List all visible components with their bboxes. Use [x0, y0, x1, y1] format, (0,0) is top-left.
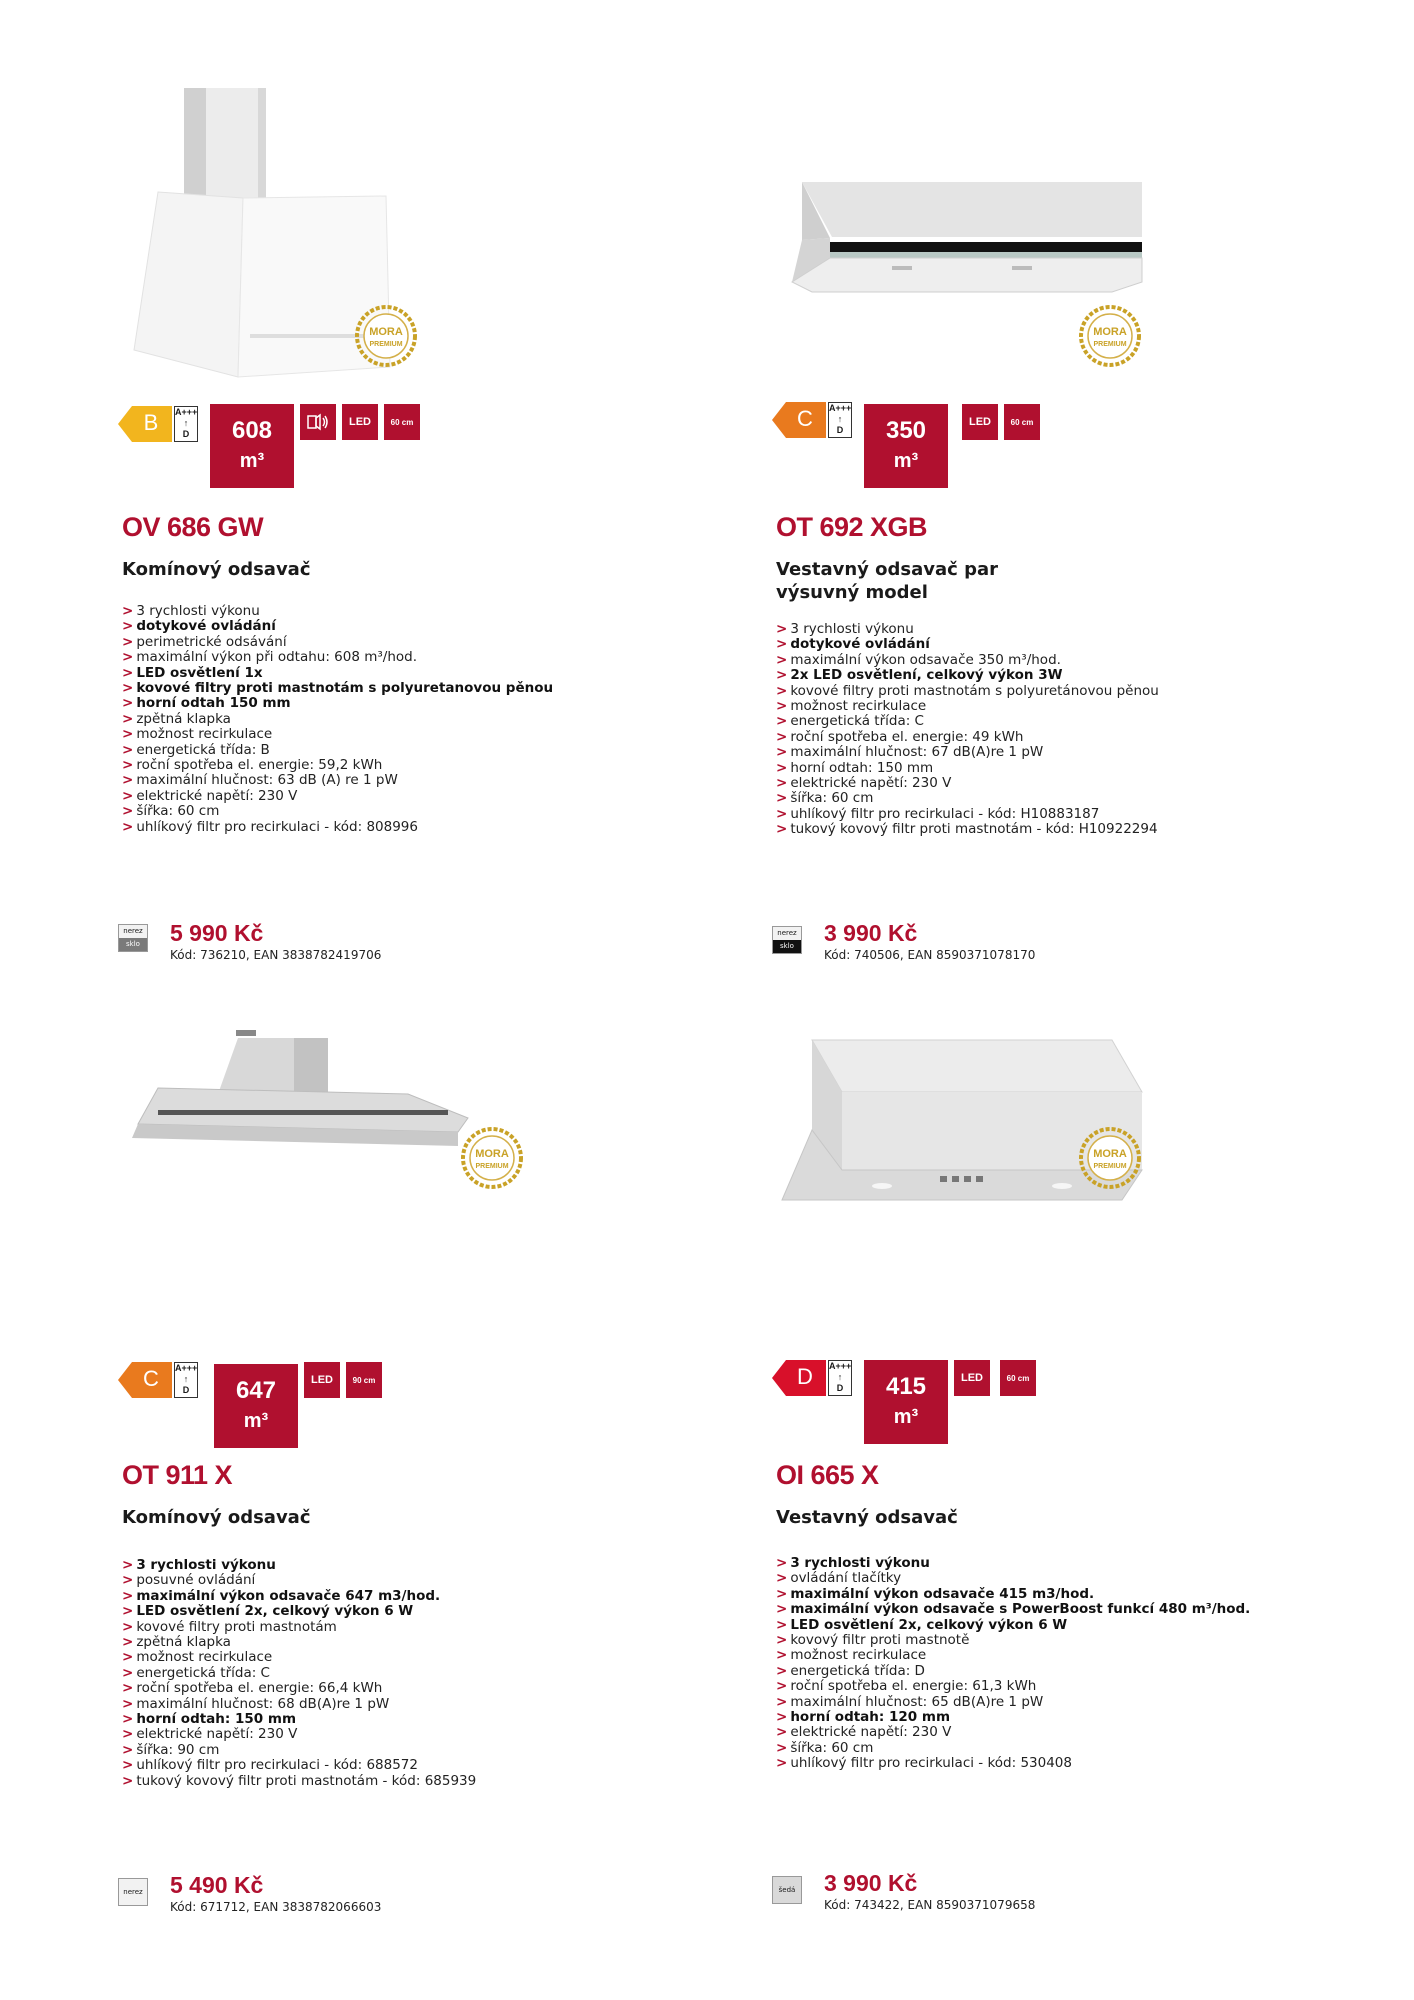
feature-item: > zpětná klapka [122, 710, 231, 727]
product-card [118, 82, 718, 1042]
airflow-value: 350 [885, 417, 927, 444]
product-codes: Kód: 740506, EAN 8590371078170 [824, 948, 1036, 962]
product-card [772, 1030, 1372, 1990]
airflow-badge [210, 404, 294, 488]
feature-item: > dotykové ovládání [122, 618, 276, 635]
feature-item: > kovové filtry proti mastnotám [122, 1618, 337, 1635]
product-codes: Kód: 671712, EAN 3838782066603 [170, 1900, 382, 1914]
feature-list [776, 622, 1296, 838]
feature-item: > maximální výkon odsavače 647 m3/hod. [122, 1587, 441, 1604]
feature-item: > roční spotřeba el. energie: 59,2 kWh [122, 757, 383, 774]
airflow-unit: m³ [239, 450, 265, 472]
svg-text:PREMIUM: PREMIUM [369, 341, 403, 348]
price: 3 990 Kč [824, 1870, 918, 1896]
mora-premium-badge [460, 1126, 524, 1190]
energy-scale: A+++ ↑ D [174, 406, 198, 442]
airflow-value: 415 [885, 1373, 927, 1400]
model-name: OV 686 GW [122, 512, 264, 542]
feature-item: > dotykové ovládání [776, 636, 930, 653]
energy-class-letter: D [797, 1364, 813, 1389]
feature-item: > roční spotřeba el. energie: 61,3 kWh [776, 1678, 1037, 1695]
feature-item: > horní odtah: 150 mm [122, 1711, 297, 1728]
feature-item: > možnost recirkulace [776, 1647, 927, 1664]
energy-label [118, 404, 202, 444]
price: 3 990 Kč [824, 920, 918, 946]
energy-label [772, 1358, 856, 1398]
svg-text:MORA: MORA [369, 326, 403, 338]
width-icon: 60 cm [1004, 404, 1040, 440]
product-subtitle: Komínový odsavač [122, 1507, 311, 1528]
feature-item: > maximální hlučnost: 63 dB (A) re 1 pW [122, 772, 398, 789]
feature-item: > LED osvětlení 1x [122, 664, 263, 681]
feature-item: > maximální výkon odsavače 350 m³/hod. [776, 651, 1061, 668]
energy-scale: A+++ ↑ D [828, 1360, 852, 1396]
color-swatch: nerez sklo [118, 924, 148, 952]
feature-item: > 3 rychlosti výkonu [122, 603, 260, 619]
feature-item: > LED osvětlení 2x, celkový výkon 6 W [776, 1616, 1068, 1633]
feature-item: > uhlíkový filtr pro recirkulaci - kód: 688572 [122, 1757, 418, 1774]
feature-item: > LED osvětlení 2x, celkový výkon 6 W [122, 1603, 414, 1620]
mora-premium-badge [354, 304, 418, 368]
energy-class-letter: C [797, 406, 813, 431]
feature-item: > maximální výkon odsavače 415 m3/hod. [776, 1585, 1095, 1602]
feature-item: > energetická třída: C [122, 1664, 270, 1681]
price: 5 490 Kč [170, 1872, 264, 1898]
feature-item: > posuvné ovládání [122, 1572, 256, 1589]
feature-item: > možnost recirkulace [122, 726, 273, 743]
feature-item: > kovové filtry proti mastnotám s polyuretanovou pěnou [122, 680, 554, 697]
feature-item: > 3 rychlosti výkonu [776, 621, 914, 637]
feature-item: > tukový kovový filtr proti mastnotám - kód: H10922294 [776, 821, 1158, 838]
feature-item: > elektrické napětí: 230 V [122, 1726, 298, 1743]
feature-list [122, 604, 642, 835]
chimney-hood-image [118, 82, 538, 382]
airflow-unit: m³ [893, 1406, 919, 1428]
product-codes: Kód: 736210, EAN 3838782419706 [170, 948, 382, 962]
feature-item: > 2x LED osvětlení, celkový výkon 3W [776, 667, 1063, 684]
svg-text:MORA: MORA [475, 1148, 509, 1160]
energy-scale: A+++ ↑ D [174, 1362, 198, 1398]
sound-icon [300, 404, 336, 440]
feature-item: > maximální výkon při odtahu: 608 m³/hod. [122, 649, 418, 666]
product-subtitle: Vestavný odsavač par výsuvný model [776, 559, 999, 603]
color-swatch: nerez [118, 1878, 148, 1906]
svg-text:MORA: MORA [1093, 1148, 1127, 1160]
airflow-value: 608 [231, 417, 273, 444]
product-subtitle: Vestavný odsavač [776, 1507, 958, 1528]
led-icon: LED [342, 404, 378, 440]
energy-class-letter: B [143, 410, 159, 435]
feature-item: > maximální hlučnost: 65 dB(A)re 1 pW [776, 1693, 1044, 1710]
width-icon: 90 cm [346, 1362, 382, 1398]
color-swatch: nerez sklo [772, 926, 802, 954]
feature-list [122, 1558, 642, 1789]
airflow-badge [214, 1364, 298, 1448]
airflow-badge [864, 1360, 948, 1444]
model-name: OI 665 X [776, 1460, 879, 1490]
feature-item: > šířka: 60 cm [122, 803, 220, 820]
svg-text:MORA: MORA [1093, 326, 1127, 338]
svg-text:PREMIUM: PREMIUM [1093, 1163, 1127, 1170]
feature-item: > šířka: 60 cm [776, 790, 874, 807]
feature-item: > horní odtah: 150 mm [776, 759, 934, 776]
svg-text:PREMIUM: PREMIUM [1093, 341, 1127, 348]
model-name: OT 911 X [122, 1460, 233, 1490]
energy-label [118, 1360, 202, 1400]
feature-item: > energetická třída: B [122, 741, 270, 758]
feature-item: > tukový kovový filtr proti mastnotám - kód: 685939 [122, 1772, 477, 1789]
product-codes: Kód: 743422, EAN 8590371079658 [824, 1898, 1036, 1912]
feature-item: > maximální hlučnost: 67 dB(A)re 1 pW [776, 744, 1044, 761]
airflow-unit: m³ [893, 450, 919, 472]
feature-item: > 3 rychlosti výkonu [776, 1555, 930, 1571]
feature-item: > roční spotřeba el. energie: 66,4 kWh [122, 1680, 383, 1697]
feature-item: > uhlíkový filtr pro recirkulaci - kód: H10883187 [776, 805, 1100, 822]
feature-item: > energetická třída: C [776, 713, 924, 730]
product-card [118, 1030, 718, 1990]
model-name: OT 692 XGB [776, 512, 928, 542]
energy-label [772, 400, 856, 440]
feature-item: > perimetrické odsávání [122, 633, 287, 650]
airflow-badge [864, 404, 948, 488]
feature-item: > kovové filtry proti mastnotám s polyuretánovou pěnou [776, 682, 1159, 699]
feature-item: > roční spotřeba el. energie: 49 kWh [776, 728, 1024, 745]
product-card [772, 82, 1372, 1042]
feature-item: > ovládání tlačítky [776, 1570, 902, 1587]
feature-item: > horní odtah 150 mm [122, 695, 291, 712]
width-icon: 60 cm [1000, 1360, 1036, 1396]
led-icon: LED [304, 1362, 340, 1398]
feature-item: > elektrické napětí: 230 V [122, 787, 298, 804]
energy-scale: A+++ ↑ D [828, 402, 852, 438]
feature-item: > možnost recirkulace [122, 1649, 273, 1666]
svg-text:PREMIUM: PREMIUM [475, 1163, 509, 1170]
airflow-value: 647 [235, 1377, 277, 1404]
feature-item: > maximální hlučnost: 68 dB(A)re 1 pW [122, 1695, 390, 1712]
feature-item: > horní odtah: 120 mm [776, 1709, 951, 1726]
mora-premium-badge [1078, 1126, 1142, 1190]
feature-item: > šířka: 90 cm [122, 1741, 220, 1758]
feature-list [776, 1556, 1296, 1772]
led-icon: LED [962, 404, 998, 440]
feature-item: > elektrické napětí: 230 V [776, 775, 952, 792]
mora-premium-badge [1078, 304, 1142, 368]
feature-item: > energetická třída: D [776, 1662, 925, 1679]
led-icon: LED [954, 1360, 990, 1396]
feature-item: > 3 rychlosti výkonu [122, 1557, 276, 1573]
feature-item: > uhlíkový filtr pro recirkulaci - kód: 530408 [776, 1755, 1072, 1772]
feature-item: > možnost recirkulace [776, 698, 927, 715]
feature-item: > šířka: 60 cm [776, 1739, 874, 1756]
color-swatch: šedá [772, 1876, 802, 1904]
feature-item: > maximální výkon odsavače s PowerBoost funkcí 480 m³/hod. [776, 1601, 1251, 1618]
energy-class-letter: C [143, 1366, 159, 1391]
price: 5 990 Kč [170, 920, 264, 946]
feature-item: > kovový filtr proti mastnotě [776, 1632, 970, 1649]
feature-item: > elektrické napětí: 230 V [776, 1724, 952, 1741]
product-subtitle: Komínový odsavač [122, 559, 311, 580]
airflow-unit: m³ [243, 1410, 269, 1432]
feature-item: > uhlíkový filtr pro recirkulaci - kód: 808996 [122, 818, 418, 835]
width-icon: 60 cm [384, 404, 420, 440]
feature-item: > zpětná klapka [122, 1634, 231, 1651]
